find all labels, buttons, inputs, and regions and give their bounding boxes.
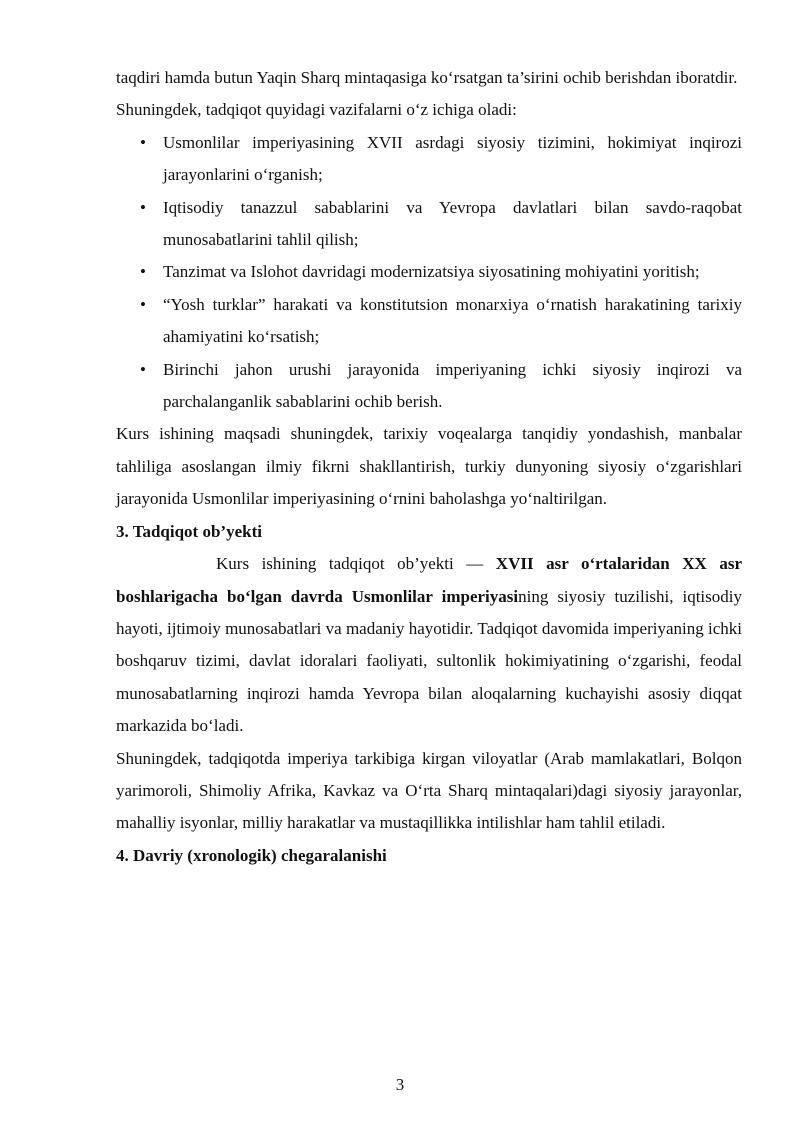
object-rest-text: ning siyosiy tuzilishi, iqtisodiy hayoti, ijtimoiy munosabatlari va madaniy hayotidir. Tadqiqot davomida imperiyaning ichki boshqaruv tizimi, davlat idoralari faoliyati, sultonlik hokimiyatining o‘zgarishi, feodal munosabatlarning inqirozi hamda Yevropa bilan aloqalarning kuchayishi asosiy diqqat markazida bo‘ladi. (116, 586, 742, 736)
list-item (116, 289, 742, 354)
task-text: Birinchi jahon urushi jarayonida imperiyaning ichki siyosiy inqirozi va parchalanganlik sabablarini ochib berish. (163, 359, 742, 412)
tasks-intro-paragraph: Shuningdek, tadqiqot quyidagi vazifalarni o‘z ichiga oladi: (116, 100, 517, 120)
object-lead-text: Kurs ishining tadqiqot ob’yekti — (216, 554, 496, 574)
task-text: Usmonlilar imperiyasining XVII asrdagi siyosiy tizimini, hokimiyat inqirozi jarayonlarini o‘rganish; (163, 132, 742, 185)
bullet-icon: • (140, 197, 146, 217)
section-3-heading: 3. Tadqiqot ob’yekti (116, 521, 262, 541)
section-4-heading: 4. Davriy (xronologik) chegaralanishi (116, 845, 387, 865)
page-number: 3 (395, 1075, 405, 1094)
section-3-regions-paragraph: Shuningdek, tadqiqotda imperiya tarkibiga kirgan viloyatlar (Arab mamlakatlari, Bolqon yarimoroli, Shimoliy Afrika, Kavkaz va O‘rta Sharq mintaqalari)dagi siyosiy jarayonlar, mahalliy isyonlar, milliy harakatlar va mustaqillikka intilishlar ham tahlil etiladi. (116, 748, 742, 833)
bullet-icon: • (140, 132, 146, 152)
task-text: “Yosh turklar” harakati va konstitutsion monarxiya o‘rnatish harakatining tarixiy ahamiyatini ko‘rsatish; (163, 294, 742, 347)
list-item (116, 127, 742, 192)
intro-continuation-paragraph: taqdiri hamda butun Yaqin Sharq mintaqasiga ko‘rsatgan ta’sirini ochib berishdan iboratdir. (116, 68, 738, 87)
tasks-list (116, 127, 742, 419)
list-item (116, 192, 742, 257)
bullet-icon: • (140, 262, 146, 282)
task-text: Iqtisodiy tanazzul sabablarini va Yevropa davlatlari bilan savdo-raqobat munosabatlarini tahlil qilish; (163, 197, 742, 250)
object-bold-text: XVII asr o‘rtalaridan XX asr boshlarigacha bo‘lgan davrda Usmonlilar imperiyasi (116, 554, 742, 606)
goal-paragraph: Kurs ishining maqsadi shuningdek, tarixiy voqealarga tanqidiy yondashish, manbalar tahliliga asoslangan ilmiy fikrni shakllantirish, turkiy dunyoning siyosiy o‘zgarishlari jarayonida Usmonlilar imperiyasining o‘rnini baholashga yo‘naltirilgan. (116, 424, 742, 509)
section-3-object-paragraph (116, 548, 742, 742)
list-item (116, 256, 742, 288)
list-item (116, 354, 742, 419)
bullet-icon: • (140, 359, 146, 379)
bullet-icon: • (140, 294, 146, 314)
task-text: Tanzimat va Islohot davridagi modernizatsiya siyosatining mohiyatini yoritish; (163, 262, 700, 282)
page-content (116, 62, 742, 872)
